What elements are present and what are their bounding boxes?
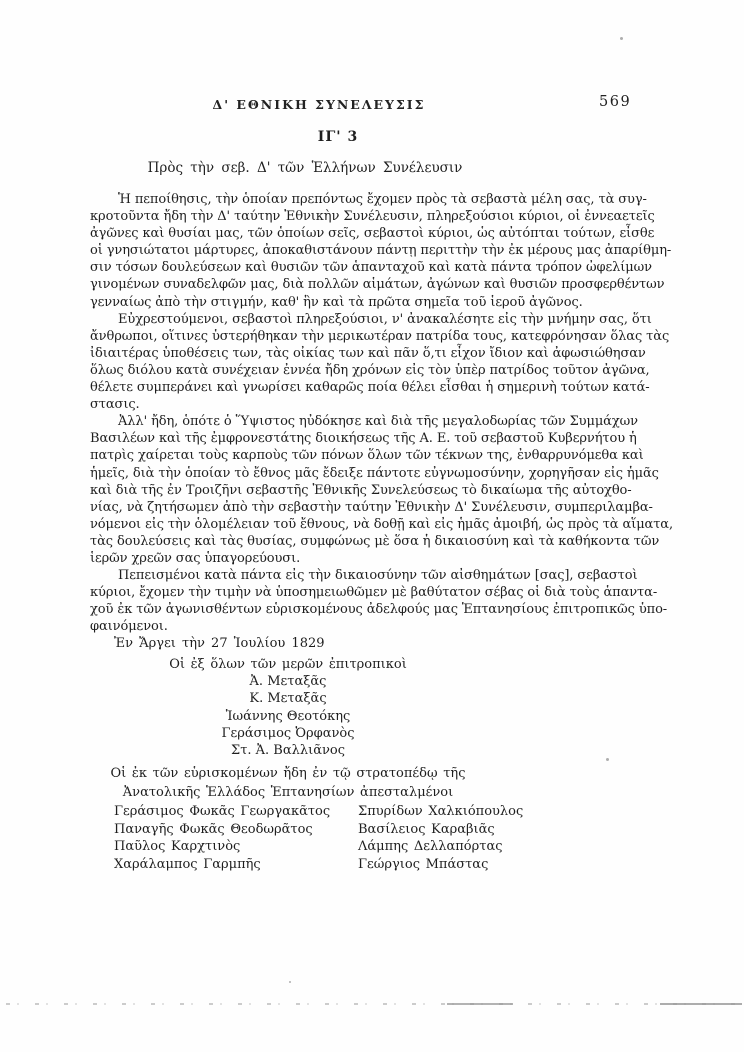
signatory-name: Ἰωάννης Θεοτόκης <box>225 708 351 724</box>
text-line: ἰδιαιτέρας ὑποθέσεις των, τὰς οἰκίας των καὶ πᾶν ὅ,τι εἶχον ἴδιον καὶ ἀφωσιώθησαν <box>90 345 646 361</box>
delegation-heading-line: Ἀνατολικῆς Ἑλλάδος Ἑπτανησίων ἀπεσταλμένοι <box>122 784 454 800</box>
scan-artifact-line-segment <box>447 1003 513 1005</box>
paragraph <box>90 311 670 414</box>
text-line: καὶ διὰ τῆς ἐν Τροιζῆνι σεβαστῆς Ἐθνικῆς Συνελεύσεως τὸ δικαίωμα τῆς αὐτοχθο- <box>90 482 632 498</box>
committee-signatories <box>169 673 407 759</box>
text-line: Βασιλέων καὶ τῆς ἐμφρονεστάτης διοικήσεως τῆς Α. Ε. τοῦ σεβαστοῦ Κυβερνήτου ἡ <box>90 431 637 447</box>
delegate-name: Βασίλειος Καραβιᾶς <box>358 821 495 837</box>
text-line: ἄνθρωποι, οἵτινες ὑστερήθηκαν τὴν μερικωτέραν πατρίδα τους, κατεφρόνησαν ὅλας τὰς <box>90 328 670 344</box>
delegate-name: Γεράσιμος Φωκᾶς Γεωργακᾶτος <box>114 804 331 819</box>
delegate-name: Παῦλος Καρχτινὸς <box>114 839 241 854</box>
letter-body <box>90 191 674 635</box>
text-line: ἡμεῖς, διὰ τὴν ὁποίαν τὸ ἔθνος μᾶς ἔδειξε πάντοτε εὐγνωμοσύνην, χορηγῆσαν εἰς ἡμᾶς <box>90 465 659 481</box>
scan-speck <box>606 758 609 761</box>
salutation-line: Πρὸς τὴν σεβ. Δ' τῶν Ἑλλήνων Συνέλευσιν <box>147 160 463 176</box>
signatory-name: Γεράσιμος Ὀρφανὸς <box>221 725 355 741</box>
dateline: Ἐν Ἄργει τὴν 27 Ἰουλίου 1829 <box>114 636 325 651</box>
text-line: ἀγῶνες καὶ θυσίαι μας, τῶν ὁποίων σεῖς, σεβαστοὶ κύριοι, ὡς αὐτόπται τούτων, εἶσθε <box>90 226 655 242</box>
text-line: σιν τόσων δουλεύσεων καὶ θυσιῶν τῶν ἁπανταχοῦ καὶ κατὰ πάντα τρόπον ὠφελίμων <box>90 260 652 276</box>
text-line: Εὐχρεστούμενοι, σεβαστοὶ πληρεξούσιοι, ν' ἀνακαλέσητε εἰς τὴν μνήμην σας, ὅτι <box>118 311 652 327</box>
committee-signature-block <box>169 656 407 759</box>
section-number-heading: ΙΓ' 3 <box>317 129 359 145</box>
page-number: 569 <box>599 94 632 110</box>
delegate-name: Παναγῆς Φωκᾶς Θεοδωρᾶτος <box>114 821 313 837</box>
paragraph <box>90 567 668 635</box>
paragraph <box>90 191 672 311</box>
text-line: κύριοι, ἔχομεν τὴν τιμὴν νὰ ὑποσημειωθῶμεν μὲ βαθύτατον σέβας οἱ διὰ τοὺς ἁπαντα- <box>90 585 658 601</box>
text-line: γενναίως ἀπὸ τὴν στιγμήν, καθ' ἣν καὶ τὰ πρῶτα σημεῖα τοῦ ἱεροῦ ἀγῶνος. <box>90 294 583 310</box>
text-line: πατρὶς χαίρεται τοὺς καρποὺς τῶν πόνων ὅλων τῶν τέκνων της, ἐνθαρρυνόμεθα καὶ <box>90 448 644 464</box>
text-line: κροτοῦντα ἤδη τὴν Δ' ταύτην Ἐθνικὴν Συνέλευσιν, πληρεξούσιοι κύριοι, οἱ ἐννεαετεῖς <box>90 209 655 225</box>
scan-speck <box>289 981 291 983</box>
committee-heading: Οἱ ἐξ ὅλων τῶν μερῶν ἐπιτροπικοὶ <box>169 657 407 672</box>
text-line: νίας, νὰ ζητήσωμεν ἀπὸ τὴν σεβαστὴν ταύτην Ἐθνικὴν Δ' Συνέλευσιν, συμπεριλαμβα- <box>90 499 653 515</box>
delegation-right-column <box>358 803 523 873</box>
signatory-name: Ἀ. Μεταξᾶς <box>249 674 327 690</box>
signatory-name: Στ. Ἀ. Βαλλιᾶνος <box>231 743 345 759</box>
text-line: οἱ γνησιώτατοι μάρτυρες, ἀποκαθιστάνουν πάντῃ περιττὴν τὴν ἐκ μέρους μας ἀπαρίθμη- <box>90 243 672 259</box>
scan-speck <box>620 37 623 40</box>
text-line: ὅλως διόλου κατὰ συνέχειαν ἐννέα ἤδη χρόνων εἰς τὸν ὑπὲρ πατρίδος τοῦτον ἀγῶνα, <box>90 362 650 378</box>
text-line: χοῦ ἐκ τῶν ἀγωνισθέντων εὑρισκομένους ἀδελφούς μας Ἑπτανησίους ἐπιτροπικῶς ὑπο- <box>90 602 668 618</box>
text-line: Ἀλλ' ἤδη, ὁπότε ὁ Ὕψιστος ηὐδόκησε καὶ διὰ τῆς μεγαλοδωρίας τῶν Συμμάχων <box>118 414 638 430</box>
delegation-heading <box>111 765 466 802</box>
text-line: Πεπεισμένοι κατὰ πάντα εἰς τὴν δικαιοσύνην τῶν αἰσθημάτων [σας], σεβαστοὶ <box>118 568 638 584</box>
scan-artifact-line-segment <box>660 1003 742 1005</box>
delegation-left-column <box>114 803 330 873</box>
text-line: νόμενοι εἰς τὴν ὁλομέλειαν τοῦ ἔθνους, νὰ δοθῇ καὶ εἰς ἡμᾶς ἀμοιβή, ὡς πρὸς τὰ αἵματα, <box>90 516 674 532</box>
text-line: γινομένων συναδελφῶν μας, διὰ πολλῶν αἱμάτων, ἀγώνων καὶ θυσιῶν προσφερθέντων <box>90 277 665 293</box>
scan-artifact-dashed-line <box>6 1003 738 1005</box>
running-header-title: Δ' ΕΘΝΙΚΗ ΣΥΝΕΛΕΥΣΙΣ <box>212 97 426 112</box>
text-line: φαινόμενοι. <box>90 619 168 635</box>
delegation-heading-line: Οἱ ἐκ τῶν εὑρισκομένων ἤδη ἐν τῷ στρατοπέδῳ τῆς <box>110 766 466 781</box>
text-line: θέλετε συμπεράνει καὶ γνωρίσει καθαρῶς ποία θέλει εἶσθαι ἡ σημερινὴ τούτων κατά- <box>90 380 650 396</box>
delegate-name: Σπυρίδων Χαλκιόπουλος <box>358 804 524 819</box>
text-line: τὰς δουλεύσεις καὶ τὰς θυσίας, συμφώνως μὲ ὅσα ἡ δικαιοσύνη καὶ τὰ καθήκοντα τῶν <box>90 533 660 549</box>
delegate-name: Λάμπης Δελλαπόρτας <box>358 839 503 854</box>
text-line: Ἡ πεποίθησις, τὴν ὁποίαν πρεπόντως ἔχομεν πρὸς τὰ σεβαστὰ μέλη σας, τὰ συγ- <box>118 192 647 207</box>
signatory-name: Κ. Μεταξᾶς <box>249 691 327 707</box>
delegate-name: Χαράλαμπος Γαρμπῆς <box>114 856 261 872</box>
paragraph <box>90 413 674 567</box>
delegate-name: Γεώργιος Μπάστας <box>358 856 489 872</box>
text-line: στασις. <box>90 397 140 413</box>
text-line: ἱερῶν χρεῶν σας ὑπαγορεύουσι. <box>90 550 301 566</box>
